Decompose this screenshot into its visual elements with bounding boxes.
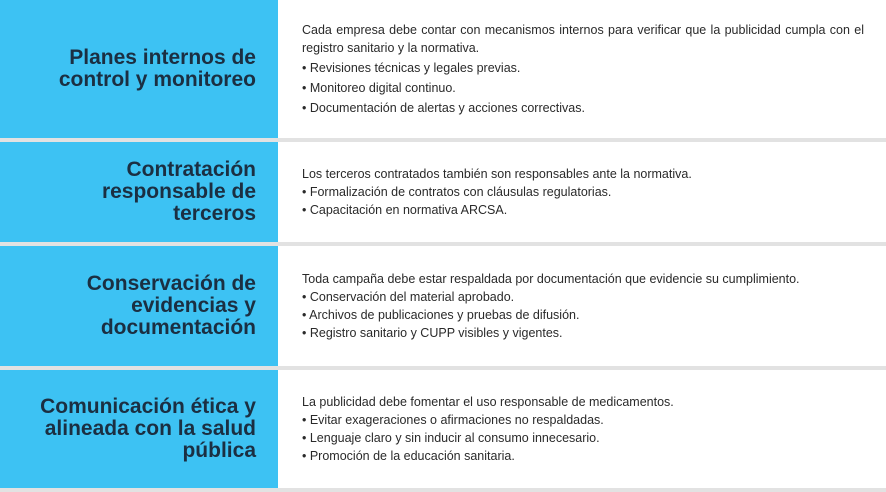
- row-bullet: • Lenguaje claro y sin inducir al consumo innecesario.: [302, 431, 600, 445]
- row-intro: Toda campaña debe estar respaldada por documentación que evidencie su cumplimiento.: [302, 272, 800, 286]
- row-title: Comunicación ética y alineada con la salud pública: [40, 395, 256, 462]
- row-bullet: • Conservación del material aprobado.: [302, 290, 515, 304]
- row-bullet: • Archivos de publicaciones y pruebas de difusión.: [302, 308, 580, 322]
- row-content-cell: [278, 142, 886, 242]
- table-row: [0, 0, 886, 142]
- row-bullet: • Promoción de la educación sanitaria.: [302, 449, 515, 463]
- row-title: Contratación responsable de terceros: [101, 158, 256, 225]
- row-bullet: • Evitar exageraciones o afirmaciones no respaldadas.: [302, 413, 604, 427]
- row-title-cell: [0, 0, 278, 138]
- table-row: [0, 370, 886, 492]
- row-content-cell: [278, 0, 886, 138]
- row-bullet: • Registro sanitario y CUPP visibles y vigentes.: [302, 326, 563, 340]
- row-bullet: • Monitoreo digital continuo.: [302, 81, 456, 95]
- row-intro: Cada empresa debe contar con mecanismos internos para verificar que la publicidad cumpla con el registro sanitario y la normativa.: [302, 23, 864, 55]
- row-title: Conservación de evidencias y documentación: [86, 272, 256, 339]
- row-title-cell: [0, 142, 278, 242]
- row-content-cell: [278, 370, 886, 488]
- row-bullet: • Capacitación en normativa ARCSA.: [302, 203, 508, 217]
- table-row: [0, 142, 886, 246]
- row-title: Planes internos de control y monitoreo: [58, 46, 256, 91]
- row-intro: La publicidad debe fomentar el uso responsable de medicamentos.: [302, 395, 674, 409]
- row-content-cell: [278, 246, 886, 366]
- table-row: [0, 246, 886, 370]
- row-title-cell: [0, 370, 278, 488]
- row-bullet: • Revisiones técnicas y legales previas.: [302, 61, 521, 75]
- row-title-cell: [0, 246, 278, 366]
- row-bullet: • Formalización de contratos con cláusulas regulatorias.: [302, 185, 612, 199]
- row-intro: Los terceros contratados también son responsables ante la normativa.: [302, 167, 692, 181]
- row-bullet: • Documentación de alertas y acciones correctivas.: [302, 101, 585, 115]
